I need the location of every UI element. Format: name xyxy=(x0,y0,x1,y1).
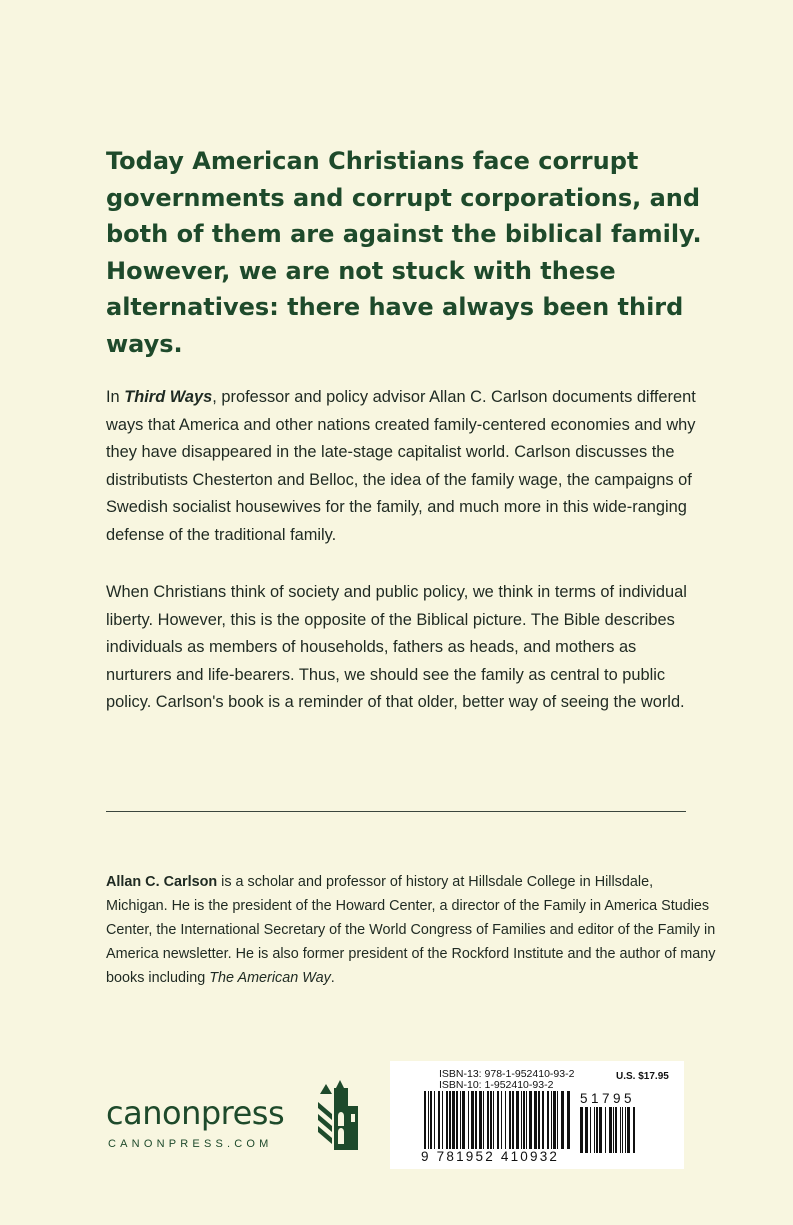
bio-end: . xyxy=(330,970,335,986)
addon-bars xyxy=(580,1107,636,1153)
publisher-url: CANONPRESS.COM xyxy=(108,1138,273,1150)
description-text: , professor and policy advisor Allan C. Carlson documents different ways that America and other nations created family-centered economies and why they have disappeared in the late-stage capitalist world. Carlson discusses the distributists Chesterton and Belloc, the idea of the family wage, the campaigns of Swedish socialist housewives for the family, and much more in this wide-ranging defense of the traditional family. xyxy=(106,388,696,544)
headline: Today American Christians face corrupt governments and corrupt corporations, and both of them are against the biblical family. However, we are not stuck with these alternatives: there have always been third ways. xyxy=(106,147,702,358)
description-prefix: In xyxy=(106,388,125,406)
isbn-10: ISBN-10: 1-952410-93-2 xyxy=(439,1079,554,1091)
bio-book-title: The American Way xyxy=(209,970,331,986)
publisher-name: canonpress xyxy=(106,1094,285,1132)
price: U.S. $17.95 xyxy=(616,1071,669,1082)
addon-digits: 51795 xyxy=(580,1091,636,1106)
barcode-bars xyxy=(424,1091,574,1149)
author-bio xyxy=(106,870,716,990)
commentary-paragraph: When Christians think of society and public policy, we think in terms of individual liberty. However, this is the opposite of the Biblical picture. The Bible describes individuals as members of households, fathers as heads, and mothers as nurturers and life-bearers. Thus, we should see the family as central to public policy. Carlson's book is a reminder of that older, better way of seeing the world. xyxy=(106,583,687,712)
cathedral-icon xyxy=(316,1080,360,1152)
barcode-digits: 9 781952 410932 xyxy=(421,1149,560,1164)
description-paragraph xyxy=(106,384,701,550)
divider xyxy=(106,811,686,812)
book-title: Third Ways xyxy=(124,388,213,406)
publisher-logo xyxy=(106,1080,366,1160)
isbn-13: ISBN-13: 978-1-952410-93-2 xyxy=(439,1068,575,1080)
author-name: Allan C. Carlson xyxy=(106,874,218,890)
barcode xyxy=(390,1061,684,1169)
bio-text: is a scholar and professor of history at Hillsdale College in Hillsdale, Michigan. He is the president of the Howard Center, a director of the Family in America Studies Center, the International Secretary of the World Congress of Families and editor of the Family in America newsletter. He is also former president of the Rockford Institute and the author of many books including xyxy=(106,874,716,986)
